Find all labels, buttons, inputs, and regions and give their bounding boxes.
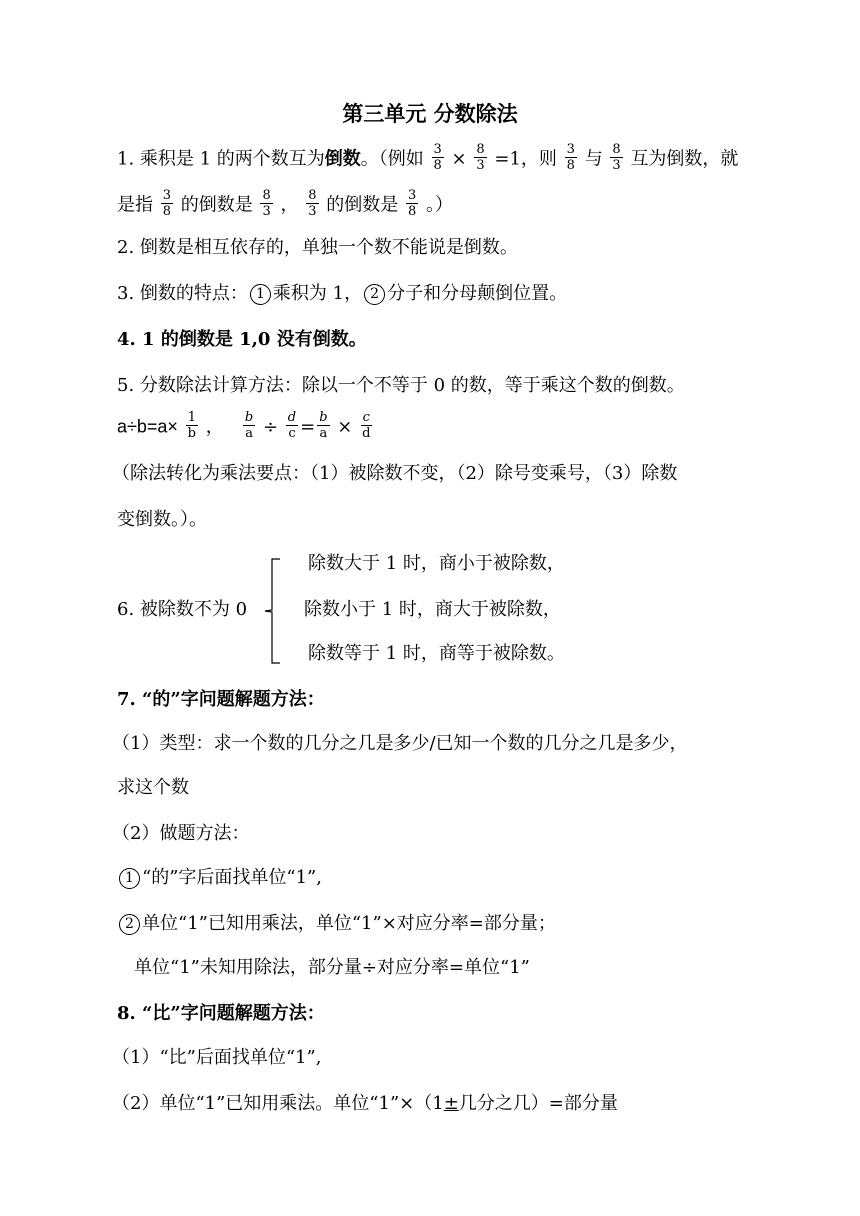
fraction: $\frac{3}{8}$ xyxy=(407,188,417,219)
left-brace-icon xyxy=(262,558,282,664)
fraction: $\frac{8}{3}$ xyxy=(476,142,485,173)
item-8-line-1: （1）“比”后面找单位“1”, xyxy=(112,1047,322,1068)
item-7-line-1: （1）类型：求一个数的几分之几是多少/已知一个数的几分之几是多少， xyxy=(112,733,688,754)
fraction: $\frac{3}{8}$ xyxy=(566,142,575,173)
fraction: $\frac{1}{b}$ xyxy=(187,410,196,441)
item-7-line-4: 1 “的”字后面找单位“1”, xyxy=(117,866,322,890)
item-1-line-1: 1. 乘积是 1 的两个数互为倒数。（例如 $\frac{3}{8}$ × $\frac{8}{3}$ =1，则 $\frac{3}{8}$ 与 $\frac{8}{3}$ 互为倒数，就 xyxy=(117,142,739,173)
circled-number: 2 xyxy=(119,914,140,935)
division-formula: a÷b=a× $\frac{1}{b}$ ， $\frac{b}{a}$ ÷ $\frac{d}{c}$ = $\frac{b}{a}$ × $\frac{c}{d}$ xyxy=(117,410,371,441)
item-5-note-line-1: （除法转化为乘法要点：（1）被除数不变，（2）除号变乘号，（3）除数 xyxy=(112,463,678,484)
item-1-line-2: 是指 $\frac{3}{8}$ 的倒数是 $\frac{8}{3}$ ， $\frac{8}{3}$ 的倒数是 $\frac{3}{8}$ 。） xyxy=(117,188,453,219)
item-7-heading: 7. “的”字问题解题方法： xyxy=(117,689,325,710)
item-2: 2. 倒数是相互依存的，单独一个数不能说是倒数。 xyxy=(117,237,518,258)
item-7-line-6: 单位“1”未知用除法，部分量÷对应分率=单位“1” xyxy=(134,957,530,978)
item-6-case-1: 除数大于 1 时，商小于被除数， xyxy=(308,553,565,574)
item-6-case-2: 除数小于 1 时，商大于被除数， xyxy=(304,599,561,620)
fraction: $\frac{8}{3}$ xyxy=(308,188,317,219)
fraction: $\frac{c}{d}$ xyxy=(362,410,371,441)
fraction: $\frac{3}{8}$ xyxy=(433,142,442,173)
fraction: $\frac{b}{a}$ xyxy=(244,410,254,441)
item-4: 4. 1 的倒数是 1,0 没有倒数。 xyxy=(117,329,367,350)
fraction: $\frac{8}{3}$ xyxy=(612,142,621,173)
item-7-line-2: 求这个数 xyxy=(117,777,189,798)
item-8-heading: 8. “比”字问题解题方法： xyxy=(117,1003,325,1024)
item-8-line-2: （2）单位“1”已知用乘法。单位“1”×（1±几分之几）=部分量 xyxy=(112,1093,618,1114)
item-6-case-3: 除数等于 1 时，商等于被除数。 xyxy=(308,643,565,664)
circled-number: 1 xyxy=(250,284,271,305)
fraction: $\frac{b}{a}$ xyxy=(319,410,328,441)
circled-number: 2 xyxy=(364,284,385,305)
fraction: $\frac{8}{3}$ xyxy=(262,188,271,219)
item-7-line-3: （2）做题方法： xyxy=(112,823,250,844)
circled-number: 1 xyxy=(119,868,140,889)
item-3: 3. 倒数的特点： 1 乘积为 1， 2 分子和分母颠倒位置。 xyxy=(117,283,568,304)
item-6-label: 6. 被除数不为 0 xyxy=(117,599,248,620)
fraction: $\frac{3}{8}$ xyxy=(162,188,172,219)
fraction: $\frac{d}{c}$ xyxy=(287,410,297,441)
item-5: 5. 分数除法计算方法：除以一个不等于 0 的数，等于乘这个数的倒数。 xyxy=(117,375,685,396)
page-title: 第三单元 分数除法 xyxy=(342,101,518,126)
item-7-line-5: 2 单位“1”已知用乘法，单位“1”×对应分率=部分量； xyxy=(117,912,556,936)
item-5-note-line-2: 变倒数。）。 xyxy=(117,509,207,530)
